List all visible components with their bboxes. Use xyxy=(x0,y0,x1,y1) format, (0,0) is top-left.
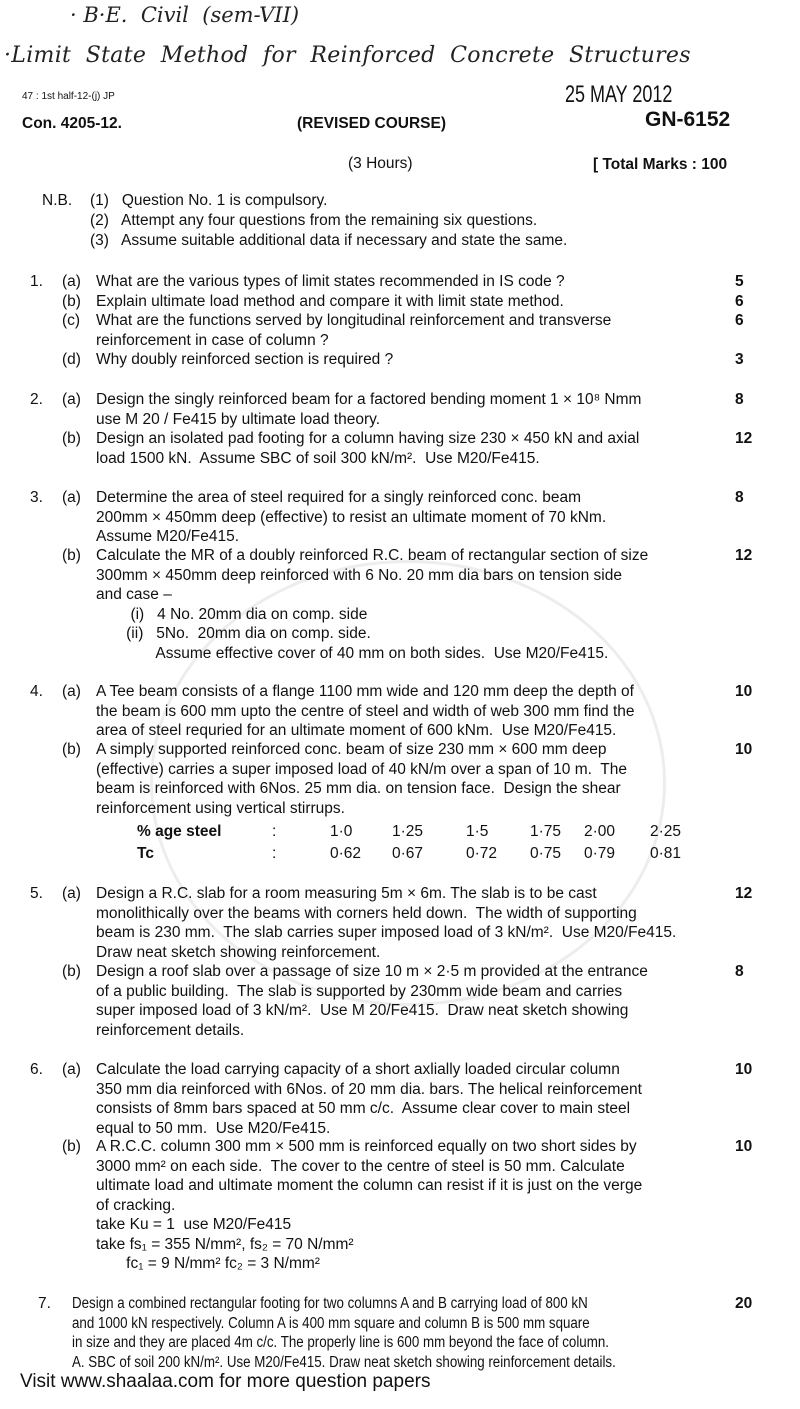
duration: (3 Hours) xyxy=(348,155,413,172)
question-number: 1. xyxy=(30,273,43,290)
question-text: Determine the area of steel required for a singly reinforced conc. beam 200mm × 450mm deep (effective) to resist an ultimate moment of 70 kNm. Assume M20/Fe415. xyxy=(96,489,607,545)
marks: 10 xyxy=(735,683,753,700)
total-marks: [ Total Marks : 100 xyxy=(593,156,728,173)
table-cell: 0·75 xyxy=(530,845,562,862)
marks: 20 xyxy=(735,1295,753,1312)
nb-item: (3) Assume suitable additional data if necessary and state the same. xyxy=(90,232,568,249)
question-number: 7. xyxy=(38,1295,51,1312)
course-type: (REVISED COURSE) xyxy=(297,115,446,132)
question-number: 2. xyxy=(30,391,43,408)
marks: 8 xyxy=(735,963,744,980)
marks: 10 xyxy=(735,741,753,758)
question-text: Why doubly reinforced section is required ? xyxy=(96,351,394,368)
marks: 5 xyxy=(735,273,744,290)
table-separator: : xyxy=(272,823,277,840)
table-cell: 1·5 xyxy=(466,823,489,840)
question-text: Design a R.C. slab for a room measuring 5m × 6m. The slab is to be cast monolithically over the beams with corners held down. The width of supporting beam is 230 mm. The slab carries super imposed load of 3 kN/m². Use M20/Fe415. Draw neat sketch showing reinforcement. xyxy=(96,885,677,961)
marks: 12 xyxy=(735,547,753,564)
question-text: Design a combined rectangular footing for two columns A and B carrying load of 800 kN and 1000 kN respectively. Column A is 400 mm square and column B is 500 mm square in size and they are placed 4m c/c. The properly line is 600 mm beyond the face of column. A. SBC of soil 200 kN/m². Use M20/Fe415. Draw neat sketch showing reinforcement details. xyxy=(72,1295,616,1371)
con-number: Con. 4205-12. xyxy=(22,115,122,132)
part-label: (a) xyxy=(62,885,81,902)
part-label: (a) xyxy=(62,1061,81,1078)
nb-item: (1) Question No. 1 is compulsory. xyxy=(90,192,328,209)
marks: 8 xyxy=(735,391,744,408)
question-text: Calculate the load carrying capacity of a short axlially loaded circular column 350 mm dia reinforced with 6Nos. of 20 mm dia. bars. The helical reinforcement consists of 8mm bars spaced at 50 mm c/c. Assume clear cover to main steel equal to 50 mm. Use M20/Fe415. xyxy=(96,1061,642,1137)
question-text: A simply supported reinforced conc. beam of size 230 mm × 600 mm deep (effective) carries a super imposed load of 40 kN/m over a span of 10 m. The beam is reinforced with 6Nos. 25 mm dia. on tension face. Design the shear reinforcement using vertical stirrups. xyxy=(96,741,627,817)
part-label: (b) xyxy=(62,430,81,447)
question-text: A R.C.C. column 300 mm × 500 mm is reinforced equally on two short sides by 3000 mm² on each side. The cover to the centre of steel is 50 mm. Calculate ultimate load and ultimate moment the column can resist if it is just on the verge of cracking. take Ku = 1 use M20/Fe415 take fs₁ = 355 N/mm², fs₂ = 70 N/mm² fc₁ = 9 N/mm² fc₂ = 3 N/mm² xyxy=(96,1138,643,1272)
table-cell: 0·81 xyxy=(650,845,682,862)
question-number: 5. xyxy=(30,885,43,902)
question-text: Explain ultimate load method and compare it with limit state method. xyxy=(96,293,564,310)
table-row-label: % age steel xyxy=(137,823,222,840)
handwritten-subject: ·Limit State Method for Reinforced Concrete Structures xyxy=(4,43,691,68)
question-text: Design an isolated pad footing for a column having size 230 × 450 kN and axial load 1500 kN. Assume SBC of soil 300 kN/m². Use M20/Fe415. xyxy=(96,430,640,467)
question-number: 3. xyxy=(30,489,43,506)
part-label: (d) xyxy=(62,351,81,368)
nb-label: N.B. xyxy=(42,192,73,209)
question-text: What are the various types of limit states recommended in IS code ? xyxy=(96,273,565,290)
marks: 6 xyxy=(735,293,744,310)
part-label: (a) xyxy=(62,391,81,408)
question-text: Calculate the MR of a doubly reinforced R.C. beam of rectangular section of size 300mm × 450mm deep reinforced with 6 No. 20 mm dia bars on tension side and case – (i) 4 No. 20mm dia on comp. side (ii) 5No. 20mm dia on comp. side. Assume effective cover of 40 mm on both sides. Use M20/Fe415. xyxy=(96,547,649,662)
table-cell: 0·67 xyxy=(392,845,424,862)
table-cell: 1·75 xyxy=(530,823,562,840)
part-label: (a) xyxy=(62,489,81,506)
marks: 12 xyxy=(735,885,753,902)
marks: 3 xyxy=(735,351,744,368)
part-label: (a) xyxy=(62,273,81,290)
marks: 8 xyxy=(735,489,744,506)
date-stamp: 25 MAY 2012 xyxy=(565,81,673,108)
paper-code: GN-6152 xyxy=(645,108,731,131)
part-label: (a) xyxy=(62,683,81,700)
marks: 10 xyxy=(735,1061,753,1078)
paper-code-small: 47 : 1st half-12-(j) JP xyxy=(22,91,115,102)
handwritten-course: · B·E. Civil (sem-VII) xyxy=(70,3,300,27)
table-cell: 2·25 xyxy=(650,823,682,840)
nb-item: (2) Attempt any four questions from the remaining six questions. xyxy=(90,212,538,229)
marks: 10 xyxy=(735,1138,753,1155)
table-row-label: Tc xyxy=(137,845,154,862)
table-cell: 0·72 xyxy=(466,845,498,862)
part-label: (b) xyxy=(62,741,81,758)
question-text: A Tee beam consists of a flange 1100 mm wide and 120 mm deep the depth of the beam is 600 mm upto the centre of steel and width of web 300 mm find the area of steel requried for an ultimate moment of 600 kNm. Use M20/Fe415. xyxy=(96,683,635,739)
table-separator: : xyxy=(272,845,277,862)
part-label: (b) xyxy=(62,1138,81,1155)
part-label: (b) xyxy=(62,963,81,980)
marks: 12 xyxy=(735,430,753,447)
question-text: What are the functions served by longitudinal reinforcement and transverse reinforcement in case of column ? xyxy=(96,312,612,349)
marks: 6 xyxy=(735,312,744,329)
question-number: 4. xyxy=(30,683,43,700)
footer-link-text: Visit www.shaalaa.com for more question papers xyxy=(20,1371,431,1392)
table-cell: 0·79 xyxy=(584,845,616,862)
table-cell: 2·00 xyxy=(584,823,616,840)
part-label: (b) xyxy=(62,293,81,310)
question-number: 6. xyxy=(30,1061,43,1078)
table-cell: 0·62 xyxy=(330,845,362,862)
part-label: (c) xyxy=(62,312,81,329)
question-text: Design the singly reinforced beam for a factored bending moment 1 × 10⁸ Nmm use M 20 / Fe415 by ultimate load theory. xyxy=(96,391,642,428)
table-cell: 1·0 xyxy=(330,823,353,840)
part-label: (b) xyxy=(62,547,81,564)
table-cell: 1·25 xyxy=(392,823,424,840)
question-text: Design a roof slab over a passage of size 10 m × 2·5 m provided at the entrance of a public building. The slab is supported by 230mm wide beam and carries super imposed load of 3 kN/m². Use M 20/Fe415. Draw neat sketch showing reinforcement details. xyxy=(96,963,648,1039)
